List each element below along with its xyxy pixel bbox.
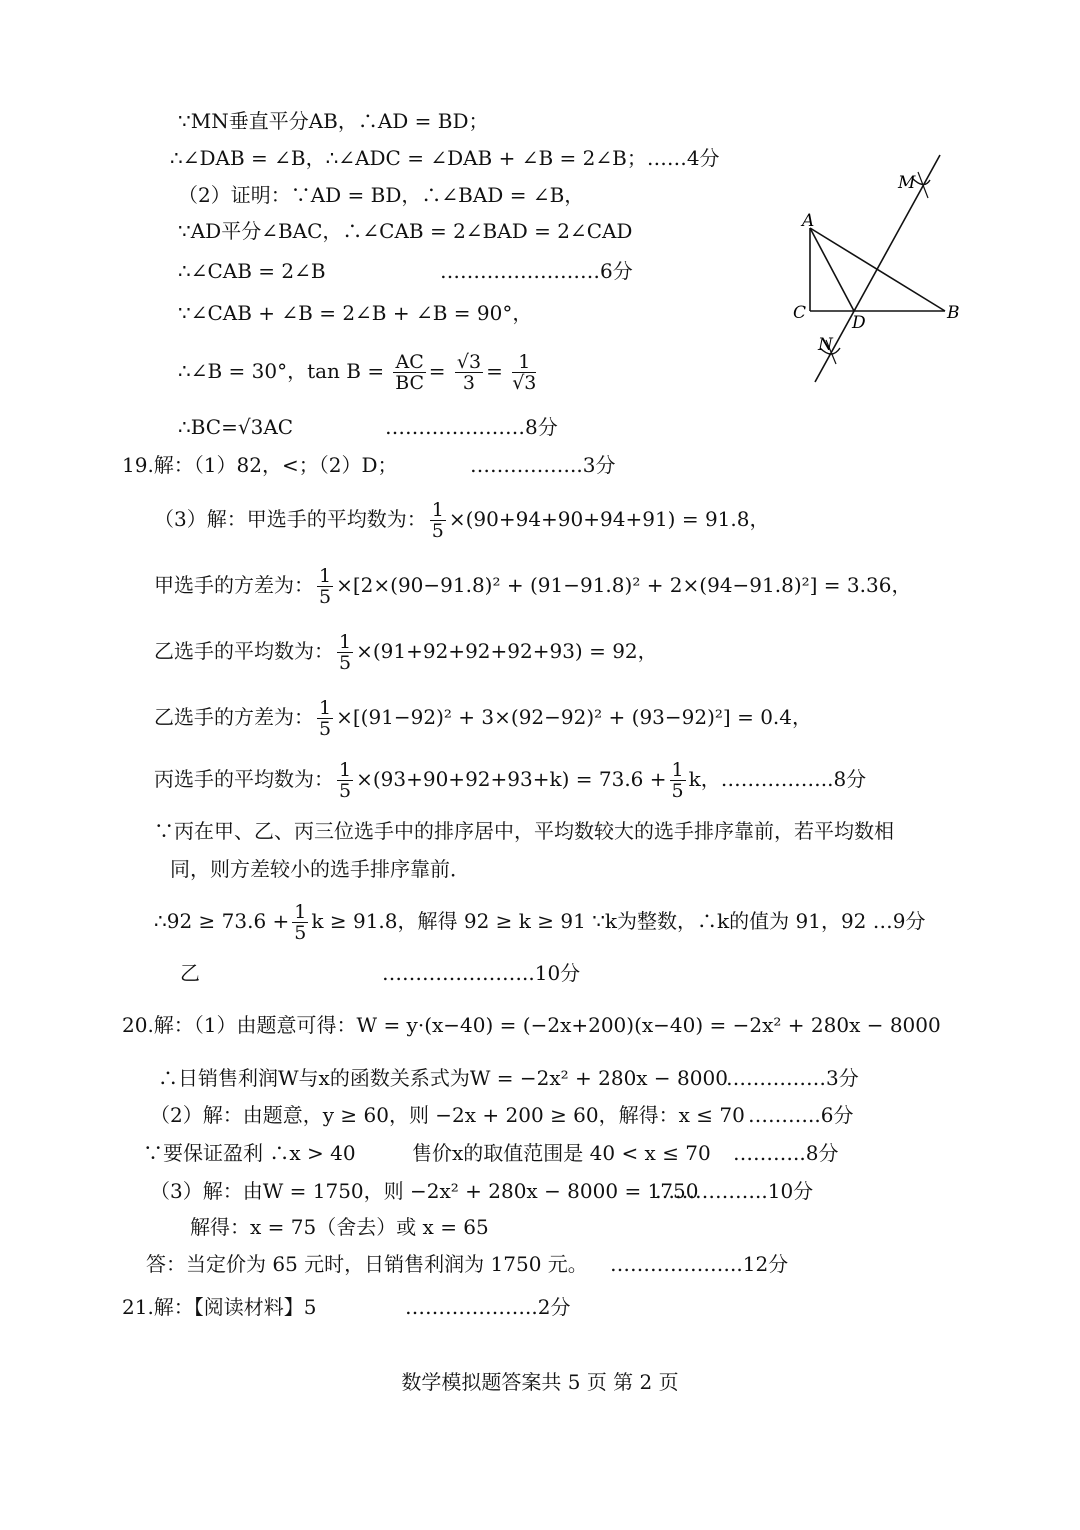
bisector-line-mn bbox=[815, 155, 940, 382]
q19-line-5-label: 乙选手的方差为： bbox=[154, 705, 314, 729]
q18-line-7: ∴∠B = 30°，tan B = $\frac{AC}{BC}$ = $\frac{√3}{3}$ = $\frac{1}{√3}$ bbox=[178, 351, 537, 394]
q18-line-5a: ∴∠CAB = 2∠B bbox=[178, 259, 326, 283]
fraction-one-fifth bbox=[317, 698, 333, 739]
label-a: A bbox=[802, 211, 815, 231]
fraction-ac-bc bbox=[393, 352, 425, 393]
q18-line-3: （2）证明：∵AD = BD，∴∠BAD = ∠B， bbox=[178, 183, 585, 207]
fraction-one-fifth bbox=[430, 500, 446, 541]
q19-line-6 bbox=[154, 760, 866, 801]
fraction-one-fifth bbox=[337, 760, 353, 801]
q19-line-2-expr: ×(90+94+90+94+91) = 91.8， bbox=[448, 507, 770, 531]
q19-line-7: ∵丙在甲、乙、丙三位选手中的排序居中，平均数较大的选手排序靠前，若平均数相 bbox=[154, 819, 894, 843]
frac-numerator: √3 bbox=[456, 351, 482, 373]
segment-ad bbox=[810, 228, 854, 311]
tan-b-prefix: ∴∠B = 30°，tan B = bbox=[178, 359, 385, 383]
frac-denominator: 5 bbox=[339, 780, 352, 802]
frac-denominator: 5 bbox=[294, 922, 307, 944]
q20-line-2b: ……………3分 bbox=[726, 1066, 859, 1090]
q19-line-5 bbox=[154, 698, 812, 739]
q18-line-2: ∴∠DAB = ∠B，∴∠ADC = ∠DAB + ∠B = 2∠B；……4分 bbox=[170, 146, 720, 170]
label-b: B bbox=[947, 303, 960, 323]
q19-line-1a: 19.解：（1）82，<；（2）D； bbox=[122, 453, 398, 477]
q19-line-2 bbox=[154, 500, 769, 541]
frac-numerator: 1 bbox=[339, 759, 352, 781]
frac-numerator: 1 bbox=[339, 631, 352, 653]
q19-line-1b: ……………..3分 bbox=[470, 453, 616, 477]
q20-line-2a: ∴日销售利润W与x的函数关系式为W = −2x² + 280x − 8000 bbox=[158, 1066, 728, 1090]
frac-numerator: 1 bbox=[319, 565, 332, 587]
fraction-root3-3 bbox=[455, 352, 483, 393]
q20-line-4a: ∵要保证盈利 ∴x > 40 bbox=[143, 1141, 356, 1165]
frac-denominator: 5 bbox=[339, 652, 352, 674]
q18-line-8a: ∴BC=√3AC bbox=[178, 415, 294, 439]
q18-line-1: ∵MN垂直平分AB，∴AD = BD； bbox=[178, 109, 489, 133]
q20-line-3a: （2）解：由题意，y ≥ 60，则 −2x + 200 ≥ 60，解得：x ≤ 70 bbox=[150, 1103, 745, 1127]
frac-denominator: 5 bbox=[431, 520, 444, 542]
q18-line-5b: ……………………6分 bbox=[440, 259, 633, 283]
q20-line-7a: 答：当定价为 65 元时，日销售利润为 1750 元。 bbox=[146, 1252, 588, 1276]
q19-line-9-rhs: k ≥ 91.8，解得 92 ≥ k ≥ 91 ∵k为整数，∴k的值为 91，92 …9分 bbox=[311, 909, 926, 933]
q19-line-9 bbox=[154, 902, 926, 943]
q18-line-8b: …………………8分 bbox=[385, 415, 558, 439]
q20-line-6: 解得：x = 75（舍去）或 x = 65 bbox=[190, 1215, 489, 1239]
q20-line-4b: 售价x的取值范围是 40 < x ≤ 70 bbox=[412, 1141, 711, 1165]
arc-tick-m bbox=[918, 172, 928, 198]
q19-line-3 bbox=[154, 566, 911, 607]
frac-numerator: 1 bbox=[512, 352, 536, 373]
q19-line-10b: …………………..10分 bbox=[382, 961, 581, 985]
q19-line-8: 同，则方差较小的选手排序靠前． bbox=[170, 857, 470, 881]
q19-line-10a: 乙 bbox=[180, 961, 200, 985]
frac-denominator: 5 bbox=[671, 780, 684, 802]
q19-line-3-label: 甲选手的方差为： bbox=[154, 573, 314, 597]
q20-line-4c: ………..8分 bbox=[733, 1141, 839, 1165]
q19-line-4-expr: ×(91+92+92+92+93) = 92， bbox=[356, 639, 658, 663]
q20-line-1: 20.解：（1）由题意可得：W = y·(x−40) = (−2x+200)(x−40) = −2x² + 280x − 8000 bbox=[122, 1013, 941, 1037]
fraction-one-fifth bbox=[317, 566, 333, 607]
q18-line-6: ∵∠CAB + ∠B = 2∠B + ∠B = 90°， bbox=[178, 301, 533, 325]
frac-numerator: AC bbox=[395, 351, 424, 373]
label-n: N bbox=[818, 335, 833, 355]
label-d: D bbox=[852, 313, 866, 333]
frac-denominator: 5 bbox=[319, 586, 332, 608]
q20-line-7b: ………………..12分 bbox=[610, 1252, 789, 1276]
label-c: C bbox=[793, 303, 807, 323]
q19-line-9-lhs: ∴92 ≥ 73.6 + bbox=[154, 909, 290, 933]
page-footer: 数学模拟题答案共 5 页 第 2 页 bbox=[401, 1370, 679, 1394]
fraction-one-fifth bbox=[337, 632, 353, 673]
q19-line-4-label: 乙选手的平均数为： bbox=[154, 639, 334, 663]
frac-numerator: 1 bbox=[294, 901, 307, 923]
frac-numerator: 1 bbox=[319, 697, 332, 719]
q19-line-6-label: 丙选手的平均数为： bbox=[154, 767, 334, 791]
fraction-one-fifth bbox=[670, 760, 686, 801]
q19-line-3-expr: ×[2×(90−91.8)² + (91−91.8)² + 2×(94−91.8)²] = 3.36， bbox=[336, 573, 912, 597]
q19-line-6-expr: ×(93+90+92+93+k) = 73.6 + bbox=[356, 767, 667, 791]
q21-line-1b: ………………..2分 bbox=[405, 1295, 571, 1319]
q19-line-4 bbox=[154, 632, 658, 673]
frac-denominator: 3 bbox=[462, 372, 476, 394]
q18-line-4: ∵AD平分∠BAC，∴∠CAB = 2∠BAD = 2∠CAD bbox=[178, 219, 633, 243]
q19-line-6-tail: k，……………..8分 bbox=[688, 767, 867, 791]
q20-line-5b: ……………..10分 bbox=[655, 1179, 814, 1203]
q20-line-3b: ………..6分 bbox=[748, 1103, 854, 1127]
fraction-1-root3 bbox=[512, 352, 536, 393]
q21-line-1a: 21.解：【阅读材料】5 bbox=[122, 1295, 317, 1319]
frac-denominator: √3 bbox=[512, 372, 537, 394]
fraction-one-fifth bbox=[292, 902, 308, 943]
frac-denominator: 5 bbox=[319, 718, 332, 740]
q20-line-5a: （3）解：由W = 1750，则 −2x² + 280x − 8000 = 1750 bbox=[150, 1179, 699, 1203]
q19-line-2-label: （3）解：甲选手的平均数为： bbox=[154, 507, 427, 531]
frac-denominator: BC bbox=[395, 372, 425, 394]
q19-line-5-expr: ×[(91−92)² + 3×(92−92)² + (93−92)²] = 0.4， bbox=[336, 705, 813, 729]
label-m: M bbox=[898, 173, 916, 193]
triangle-figure bbox=[790, 150, 990, 390]
side-ab bbox=[810, 228, 945, 311]
frac-numerator: 1 bbox=[431, 499, 444, 521]
frac-numerator: 1 bbox=[671, 759, 684, 781]
